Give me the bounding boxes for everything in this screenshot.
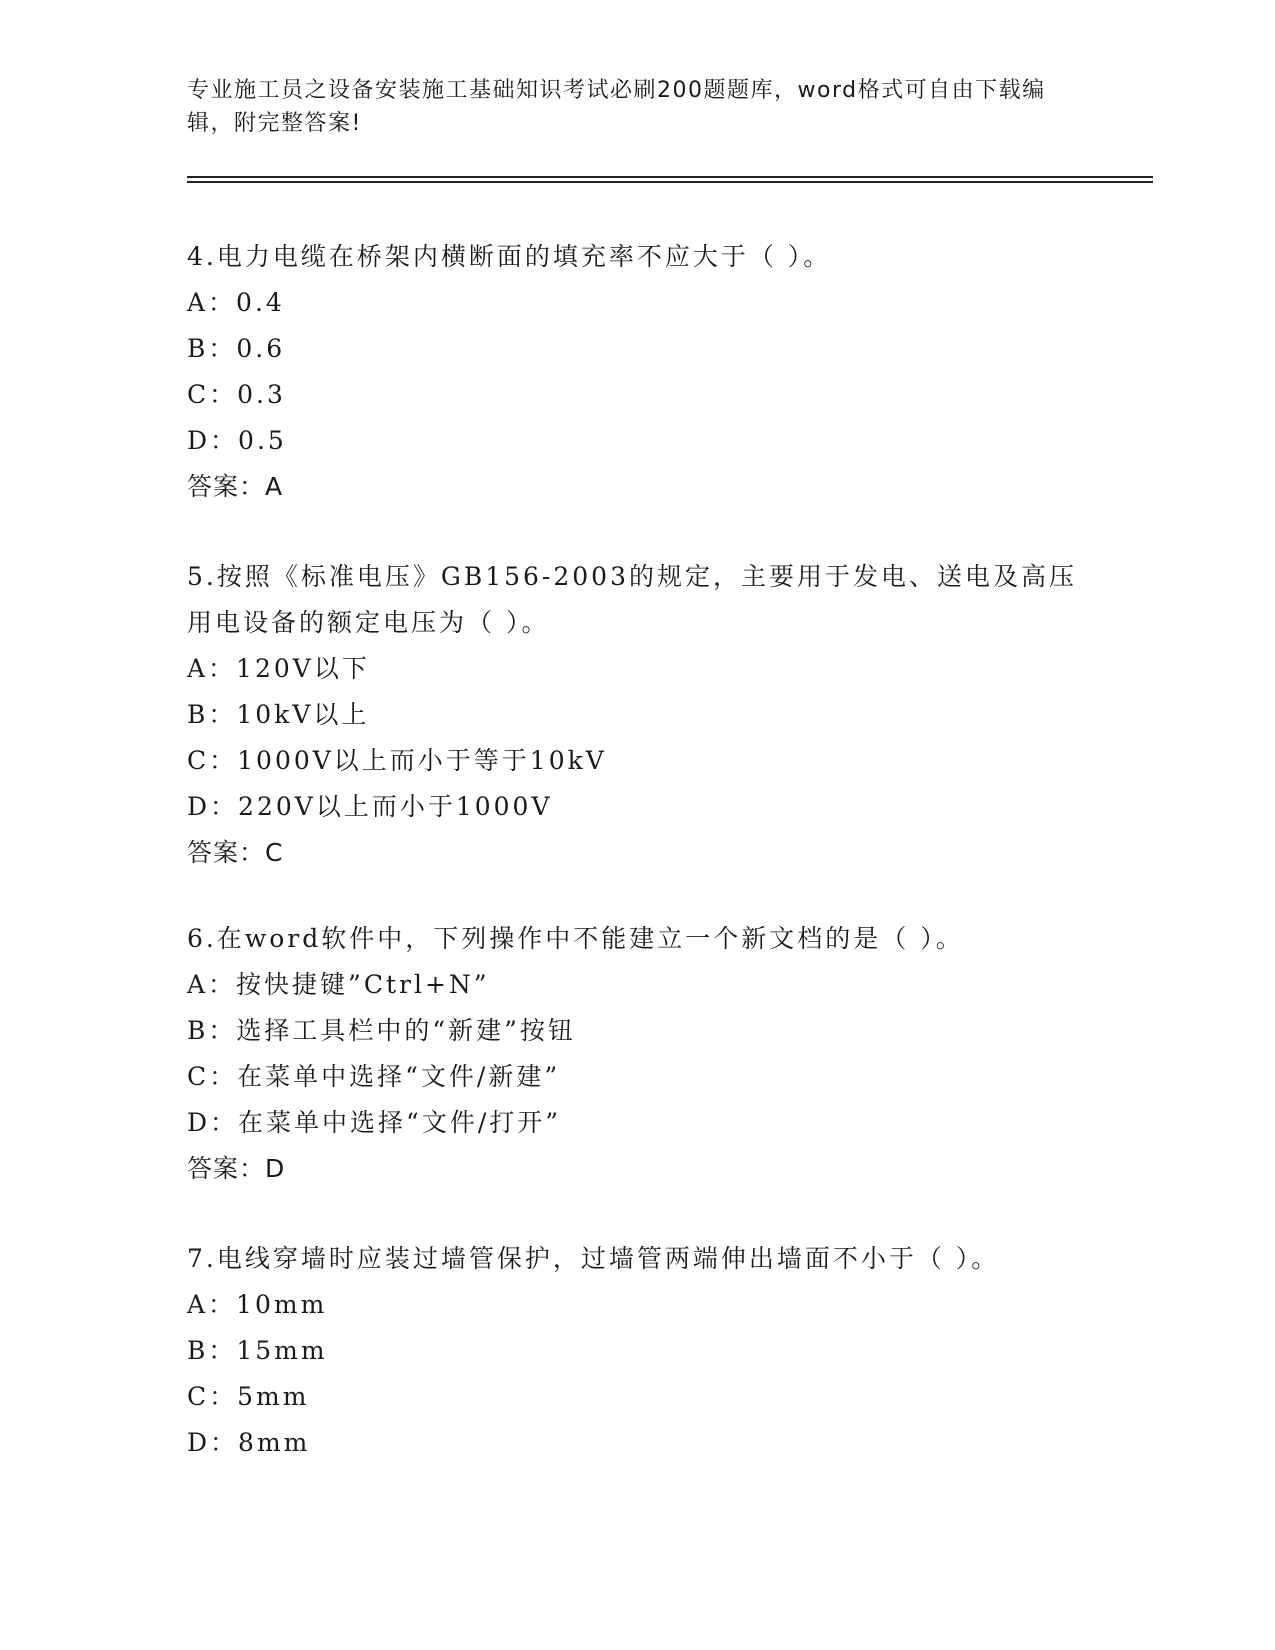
question-stem: 6.在word软件中，下列操作中不能建立一个新文档的是（ ）。 (187, 924, 964, 953)
option-c: C：在菜单中选择“文件/新建” (187, 1062, 561, 1091)
option-b: B：15mm (187, 1336, 328, 1365)
option-d: D：8mm (187, 1428, 311, 1457)
option-b: B：选择工具栏中的“新建”按钮 (187, 1016, 576, 1045)
document-header: 专业施工员之设备安装施工基础知识考试必刷200题题库，word格式可自由下载编辑，附完整答案! (187, 78, 1046, 136)
answer-label: 答案：A (187, 472, 284, 501)
option-d: D：220V以上而小于1000V (187, 792, 553, 821)
option-d: D：在菜单中选择“文件/打开” (187, 1108, 562, 1137)
answer-label: 答案：C (187, 838, 284, 867)
option-d: D：0.5 (187, 426, 287, 455)
question-6 (187, 916, 1087, 1192)
option-c: C：0.3 (187, 380, 286, 409)
option-a: A：按快捷键”Ctrl+N” (187, 970, 490, 999)
question-stem: 7.电线穿墙时应装过墙管保护，过墙管两端伸出墙面不小于（ ）。 (187, 1244, 1000, 1273)
question-stem: 4.电力电缆在桥架内横断面的填充率不应大于（ ）。 (187, 242, 832, 271)
option-c: C：1000V以上而小于等于10kV (187, 746, 607, 775)
option-b: B：0.6 (187, 334, 286, 363)
question-4 (187, 234, 1087, 510)
question-7 (187, 1236, 1087, 1466)
header-divider-bottom (187, 181, 1153, 183)
question-5 (187, 554, 1087, 876)
option-b: B：10kV以上 (187, 700, 370, 729)
question-stem: 5.按照《标准电压》GB156-2003的规定，主要用于发电、送电及高压用电设备的额定电压为（ ）。 (187, 562, 1077, 637)
answer-label: 答案：D (187, 1154, 286, 1183)
option-a: A：120V以下 (187, 654, 370, 683)
header-divider-top (187, 176, 1153, 178)
option-a: A：0.4 (187, 288, 285, 317)
option-a: A：10mm (187, 1290, 328, 1319)
option-c: C：5mm (187, 1382, 310, 1411)
